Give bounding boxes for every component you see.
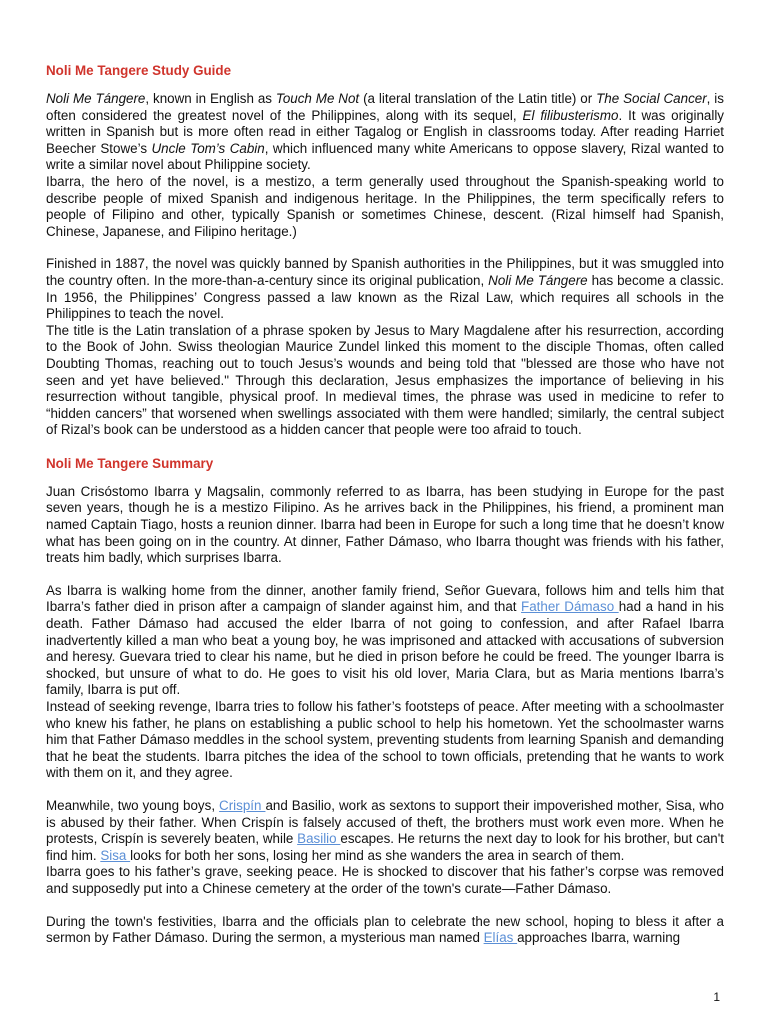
crispin-link[interactable]: Crispín: [219, 797, 266, 813]
page-number: 1: [713, 990, 720, 1004]
summary-paragraph-2: As Ibarra is walking home from the dinner, another family friend, Señor Guevara, follows him and tells him that Ibarra’s father died in prison after a campaign of slander against him, and that Father Dámaso had a hand in his death. Father Dámaso had accused the elder Ibarra of not going to confession, and after Rafael Ibarra inadvertently killed a man who beat a young boy, he was imprisoned and attacked with accusations of subversion and heresy. Guevara tried to clear his name, but he died in prison before he could be freed. The younger Ibarra is shocked, but unsure of what to do. He goes to visit his old lover, Maria Clara, but as Maria mentions Ibarra’s family, Ibarra is put off.: [46, 582, 724, 698]
summary-heading: Noli Me Tangere Summary: [46, 455, 214, 471]
intro-paragraph: Noli Me Tángere, known in English as Touch Me Not (a literal translation of the Latin title) or The Social Cancer, is often considered the greatest novel of the Philippines, along with its sequel, El filibusterismo. It was originally written in Spanish but is more often read in either Tagalog or English in classrooms today. After reading Harriet Beecher Stowe’s Uncle Tom’s Cabin, which influenced many white Americans to oppose slavery, Rizal wanted to write a similar novel about Philippine society.: [46, 91, 725, 173]
elias-link[interactable]: Elías: [483, 930, 518, 946]
summary-paragraph-3: Instead of seeking revenge, Ibarra tries to follow his father’s footsteps of peace. After meeting with a schoolmaster who knew his father, he plans on establishing a public school to help his hometown. Yet the schoolmaster warns him that Father Dámaso meddles in the school system, preventing students from learning Spanish and demanding that he beat the students. Ibarra pitches the idea of the school to town officials, pretending that he wants to work with them on it, and they agree.: [46, 699, 724, 781]
father-damaso-link[interactable]: Father Dámaso: [521, 599, 619, 615]
sisa-link[interactable]: Sisa: [100, 847, 131, 863]
study-guide-heading: Noli Me Tangere Study Guide: [46, 63, 232, 78]
document-page: [46, 62, 724, 947]
summary-paragraph-4: Meanwhile, two young boys, Crispín and Basilio, work as sextons to support their impoverished mother, Sisa, who is abused by their father. When Crispín is falsely accused of theft, the brothers must work even more. When he protests, Crispín is severely beaten, while Basilio escapes. He returns the next day to look for his brother, but can't find him. Sisa looks for both her sons, losing her mind as she wanders the area in search of them.: [46, 797, 724, 863]
publication-paragraph: Finished in 1887, the novel was quickly banned by Spanish authorities in the Philippines, but it was smuggled into the country often. In the more-than-a-century since its original publication, Noli Me Tángere has become a classic. In 1956, the Philippines’ Congress passed a law known as the Rizal Law, which requires all schools in the Philippines to teach the novel.: [46, 256, 724, 322]
summary-paragraph-6: During the town's festivities, Ibarra and the officials plan to celebrate the new school, hoping to bless it after a sermon by Father Dámaso. During the sermon, a mysterious man named Elías approaches Ibarra, warning: [46, 913, 724, 946]
ibarra-paragraph: Ibarra, the hero of the novel, is a mestizo, a term generally used throughout the Spanish-speaking world to describe people of mixed Spanish and indigenous heritage. In the Philippines, the term specifically refers to people of Filipino and other, typically Spanish or sometimes Chinese, descent. (Rizal himself had Spanish, Chinese, Japanese, and Filipino heritage.): [46, 173, 724, 239]
summary-paragraph-1: Juan Crisóstomo Ibarra y Magsalin, commonly referred to as Ibarra, has been studying in Europe for the past seven years, though he is a mestizo Filipino. As he arrives back in the Philippines, his friend, a prominent man named Captain Tiago, hosts a reunion dinner. Ibarra had been in Europe for such a long time that he doesn’t know what has been going on in the country. At dinner, Father Dámaso, who Ibarra thought was friends with his father, treats him badly, which surprises Ibarra.: [46, 483, 724, 566]
summary-paragraph-5: Ibarra goes to his father’s grave, seeking peace. He is shocked to discover that his father’s corpse was removed and supposedly put into a Chinese cemetery at the order of the town's curate—Father Dámaso.: [46, 864, 724, 896]
title-meaning-paragraph: The title is the Latin translation of a phrase spoken by Jesus to Mary Magdalene after his resurrection, according to the Book of John. Swiss theologian Maurice Zundel linked this moment to the disciple Thomas, often called Doubting Thomas, reaching out to touch Jesus’s wounds and being told that "blessed are those who have not seen and yet have believed." Through this declaration, Jesus emphasizes the importance of believing in his resurrection without tangible, physical proof. In medieval times, the phrase was used in medicine to refer to “hidden cancers” that worsened when swellings associated with them were handled; similarly, the central subject of Rizal’s book can be understood as a hidden cancer that people were too afraid to touch.: [46, 322, 724, 438]
basilio-link[interactable]: Basilio: [297, 831, 341, 847]
title-italic: Noli Me Tángere: [46, 91, 146, 106]
